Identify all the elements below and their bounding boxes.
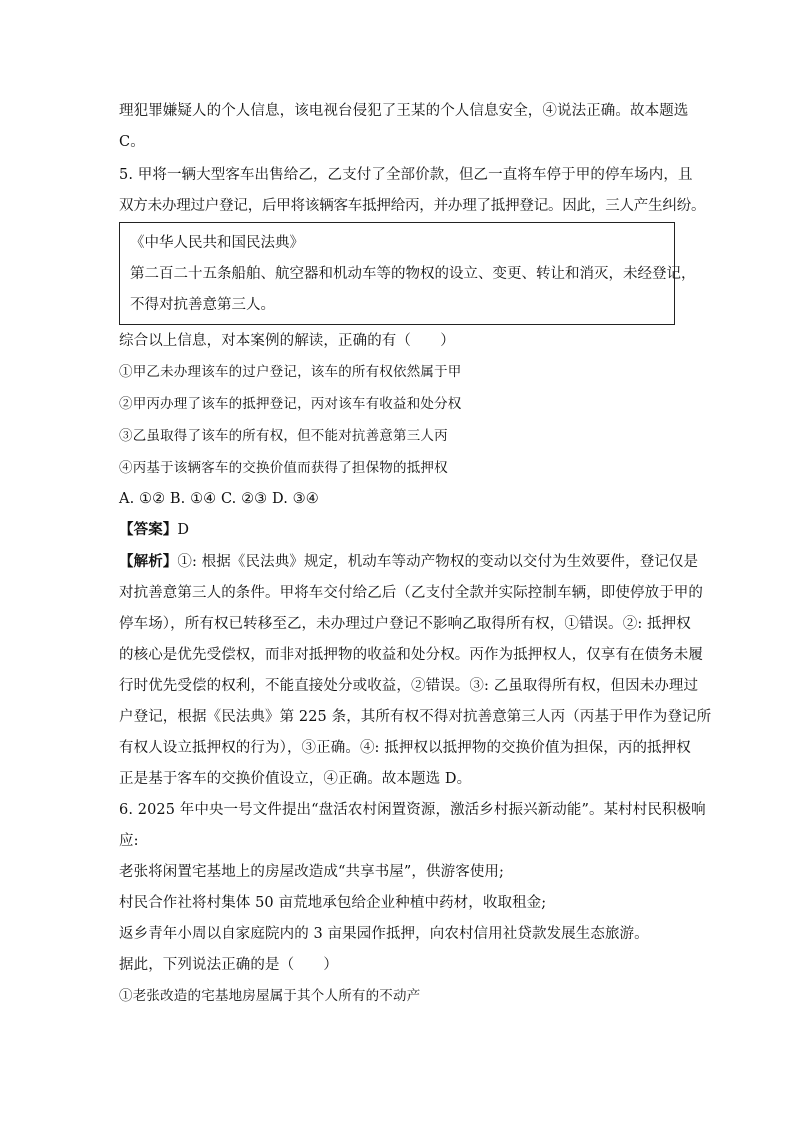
q5-choices: A. ①② B. ①④ C. ②③ D. ③④ [119, 491, 319, 507]
law-excerpt-box [119, 222, 696, 325]
q5-stem-line: 5. 甲将一辆大型客车出售给乙，乙支付了全部价款，但乙一直将车停于甲的停车场内，且 [119, 167, 693, 183]
q6-material-para: 村民合作社将村集体 50 亩荒地承包给企业种植中药材，收取租金; [119, 895, 547, 911]
q5-analysis-line: 户登记，根据《民法典》第 225 条，其所有权不得对抗善意第三人丙（丙基于甲作为登记所 [119, 709, 712, 725]
law-text-line: 第二百二十五条船舶、航空器和机动车等的物权的设立、变更、转让和消灭，未经登记， [130, 266, 696, 282]
q5-answer [119, 520, 679, 540]
q4-analysis-line: C。 [119, 134, 145, 150]
law-text-line: 不得对抗善意第三人。 [130, 297, 275, 313]
q6-material-para: 老张将闲置宅基地上的房屋改造成“共享书屋”，供游客使用; [119, 864, 505, 880]
q5-analysis-line: 正是基于客车的交换价值设立，④正确。故本题选 D。 [119, 771, 472, 787]
q5-analysis-line: 的核心是优先受偿权，而非对抵押物的收益和处分权。丙作为抵押权人，仅享有在债务未履 [119, 647, 703, 663]
q6-material-para: 返乡青年小周以自家庭院内的 3 亩果园作抵押，向农村信用社贷款发展生态旅游。 [119, 926, 649, 942]
q5-analysis-line: 行时优先受偿的权利，不能直接处分或收益，②错误。③: 乙虽取得所有权，但因未办理过 [119, 678, 699, 694]
q5-question: 综合以上信息，对本案例的解读，正确的有（ ） [119, 333, 455, 349]
q5-stem-line: 双方未办理过户登记，后甲将该辆客车抵押给丙，并办理了抵押登记。因此，三人产生纠纷。 [119, 198, 706, 214]
q5-analysis-line: 停车场），所有权已转移至乙，未办理过户登记不影响乙取得所有权，①错误。②: 抵押权 [119, 616, 691, 632]
q5-analysis-line: 有权人设立抵押权的行为），③正确。④: 抵押权以抵押物的交换价值为担保，丙的抵押权 [119, 740, 691, 756]
q6-question: 据此，下列说法正确的是（ ） [119, 957, 338, 973]
analysis-text: ①: 根据《民法典》规定，机动车等动产物权的变动以交付为生效要件，登记仅是 [177, 554, 699, 570]
q5-analysis-line [119, 552, 699, 572]
q5-option: ④丙基于该辆客车的交换价值而获得了担保物的抵押权 [119, 460, 448, 476]
q5-option: ③乙虽取得了该车的所有权，但不能对抗善意第三人丙 [119, 428, 448, 444]
q4-analysis-line: 理犯罪嫌疑人的个人信息，该电视台侵犯了王某的个人信息安全，④说法正确。故本题选 [119, 103, 689, 119]
q6-stem-line: 6. 2025 年中央一号文件提出“盘活农村闲置资源，激活乡村振兴新动能”。某村村民积极响 [119, 802, 706, 818]
law-title: 《中华人民共和国民法典》 [130, 235, 304, 251]
answer-label: 【答案】 [119, 521, 178, 538]
q6-stem-line: 应: [119, 833, 139, 849]
analysis-label: 【解析】 [119, 553, 178, 570]
q5-analysis-line: 对抗善意第三人的条件。甲将车交付给乙后（乙支付全款并实际控制车辆，即使停放于甲的 [119, 585, 703, 601]
q6-option: ①老张改造的宅基地房屋属于其个人所有的不动产 [119, 988, 421, 1004]
q5-option: ①甲乙未办理该车的过户登记，该车的所有权依然属于甲 [119, 364, 462, 380]
answer-value: D [177, 522, 190, 538]
q5-option: ②甲丙办理了该车的抵押登记，丙对该车有收益和处分权 [119, 396, 462, 412]
